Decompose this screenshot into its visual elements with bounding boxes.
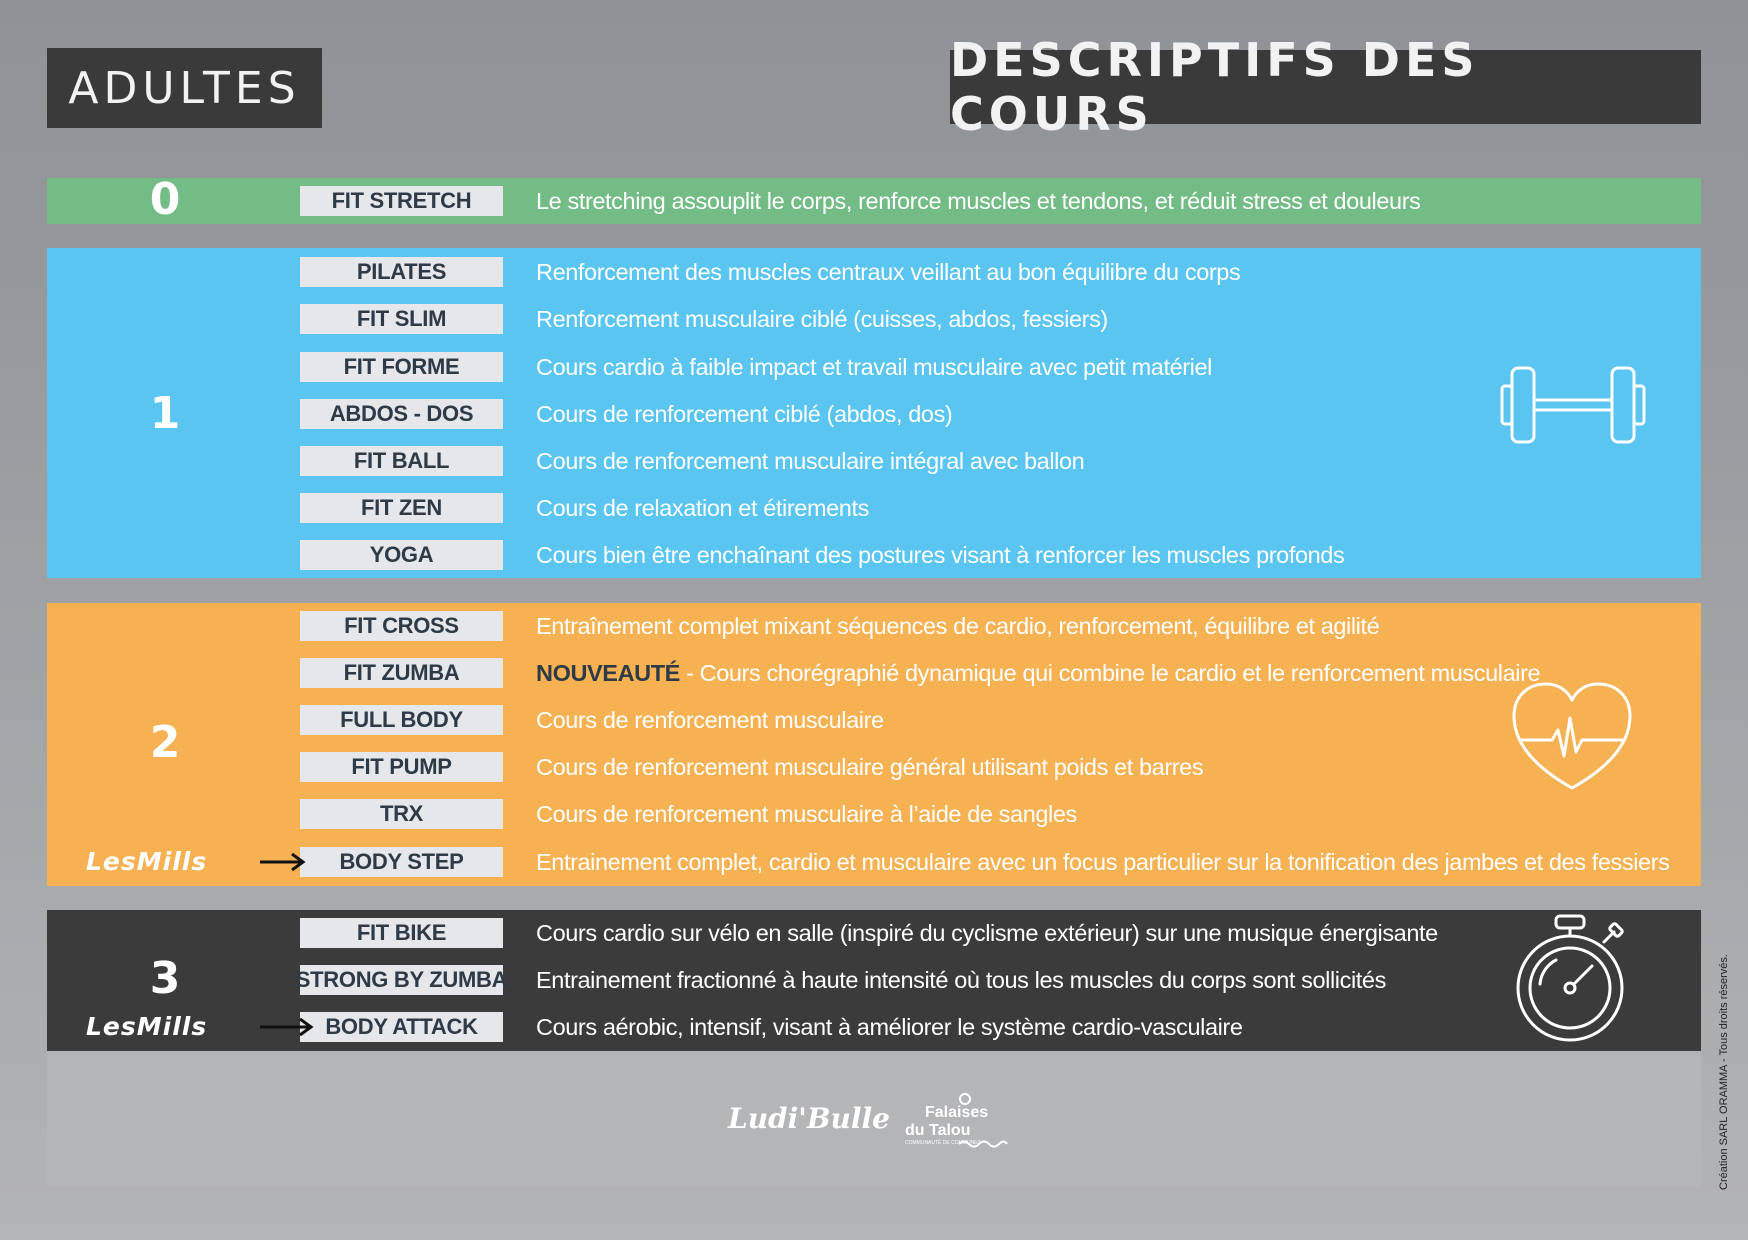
course-row xyxy=(300,918,1438,948)
course-row xyxy=(300,658,1540,688)
course-tag: FIT CROSS xyxy=(300,611,503,641)
course-description-text: - Cours chorégraphié dynamique qui combine le cardio et le renforcement musculaire xyxy=(679,659,1541,686)
course-row xyxy=(300,304,1108,334)
falaises-small: COMMUNAUTÉ DE COMMUNES xyxy=(905,1140,981,1146)
course-tag: FIT BALL xyxy=(300,446,503,476)
credit-text: Création SARL ORAMMA - Tous droits réservés. xyxy=(1718,954,1730,1190)
course-description: Cours de renforcement ciblé (abdos, dos) xyxy=(536,400,953,427)
course-tag: YOGA xyxy=(300,540,503,570)
course-tag: FIT ZUMBA xyxy=(300,658,503,688)
course-row xyxy=(300,352,1212,382)
course-description xyxy=(536,660,1540,687)
course-row xyxy=(300,611,1379,641)
course-description: Entrainement fractionné à haute intensité où tous les muscles du corps sont sollicités xyxy=(536,966,1386,993)
course-description: Cours de renforcement musculaire xyxy=(536,706,884,733)
course-row xyxy=(300,493,869,523)
course-row xyxy=(295,965,1386,995)
course-description: Entrainement complet, cardio et musculaire avec un focus particulier sur la tonification des jambes et des fessiers xyxy=(536,848,1670,875)
course-tag: STRONG BY ZUMBA xyxy=(300,965,503,995)
course-row xyxy=(300,752,1203,782)
course-row xyxy=(300,446,1084,476)
course-tag: FIT ZEN xyxy=(300,493,503,523)
course-tag: FULL BODY xyxy=(300,705,503,735)
course-row xyxy=(300,399,952,429)
course-tag: FIT PUMP xyxy=(300,752,503,782)
course-tag: FIT FORME xyxy=(300,352,503,382)
level-number-0: 0 xyxy=(149,174,181,225)
adultes-title: ADULTES xyxy=(47,48,322,128)
dumbbell-icon xyxy=(1500,364,1646,446)
course-description: Entraînement complet mixant séquences de cardio, renforcement, équilibre et agilité xyxy=(536,612,1380,639)
course-row xyxy=(300,1012,1243,1042)
course-description: Cours de renforcement musculaire à l’aide de sangles xyxy=(536,800,1077,827)
stopwatch-icon xyxy=(1516,914,1628,1042)
course-tag: BODY STEP xyxy=(300,847,503,877)
arrow-right-icon xyxy=(258,1015,316,1039)
ludibulle-logo: Ludi'Bulle xyxy=(728,1102,890,1135)
level-2-panel xyxy=(47,603,1701,886)
new-badge: NOUVEAUTÉ xyxy=(536,659,680,686)
course-description: Cours cardio sur vélo en salle (inspiré du cyclisme extérieur) sur une musique énergisante xyxy=(536,919,1438,946)
course-row xyxy=(300,799,1077,829)
course-description: Cours aérobic, intensif, visant à améliorer le système cardio-vasculaire xyxy=(536,1013,1243,1040)
course-description: Cours bien être enchaînant des postures visant à renforcer les muscles profonds xyxy=(536,541,1345,568)
falaises-du-talou-logo xyxy=(903,1092,1013,1152)
course-description: Cours cardio à faible impact et travail musculaire avec petit matériel xyxy=(536,353,1212,380)
heart-pulse-icon xyxy=(1510,680,1634,792)
course-tag: FIT BIKE xyxy=(300,918,503,948)
wave-icon xyxy=(958,1138,1008,1148)
course-tag: ABDOS - DOS xyxy=(300,399,503,429)
course-row xyxy=(300,257,1240,287)
course-tag: PILATES xyxy=(300,257,503,287)
arrow-right-icon xyxy=(258,850,308,874)
course-row xyxy=(300,186,1420,216)
course-row xyxy=(300,705,884,735)
course-row xyxy=(300,540,1344,570)
falaises-line1: Falaises xyxy=(925,1104,989,1121)
lesmills-logo: LesMills xyxy=(86,847,208,876)
lesmills-logo: LesMills xyxy=(86,1012,208,1041)
course-description: Renforcement des muscles centraux veillant au bon équilibre du corps xyxy=(536,258,1241,285)
course-description: Cours de renforcement musculaire intégral avec ballon xyxy=(536,447,1085,474)
page-title: DESCRIPTIFS DES COURS xyxy=(950,50,1701,124)
course-description: Renforcement musculaire ciblé (cuisses, abdos, fessiers) xyxy=(536,305,1108,332)
course-tag: TRX xyxy=(300,799,503,829)
course-tag: FIT STRETCH xyxy=(300,186,503,216)
level-number-1: 1 xyxy=(149,388,181,439)
course-description: Cours de renforcement musculaire général utilisant poids et barres xyxy=(536,753,1204,780)
level-number-2: 2 xyxy=(149,717,181,768)
falaises-line2: du Talou xyxy=(905,1122,971,1139)
course-tag: FIT SLIM xyxy=(300,304,503,334)
course-row xyxy=(300,847,1669,877)
course-tag: BODY ATTACK xyxy=(300,1012,503,1042)
course-description: Cours de relaxation et étirements xyxy=(536,494,869,521)
course-description: Le stretching assouplit le corps, renforce muscles et tendons, et réduit stress et douleurs xyxy=(536,187,1421,214)
level-number-3: 3 xyxy=(149,953,181,1004)
